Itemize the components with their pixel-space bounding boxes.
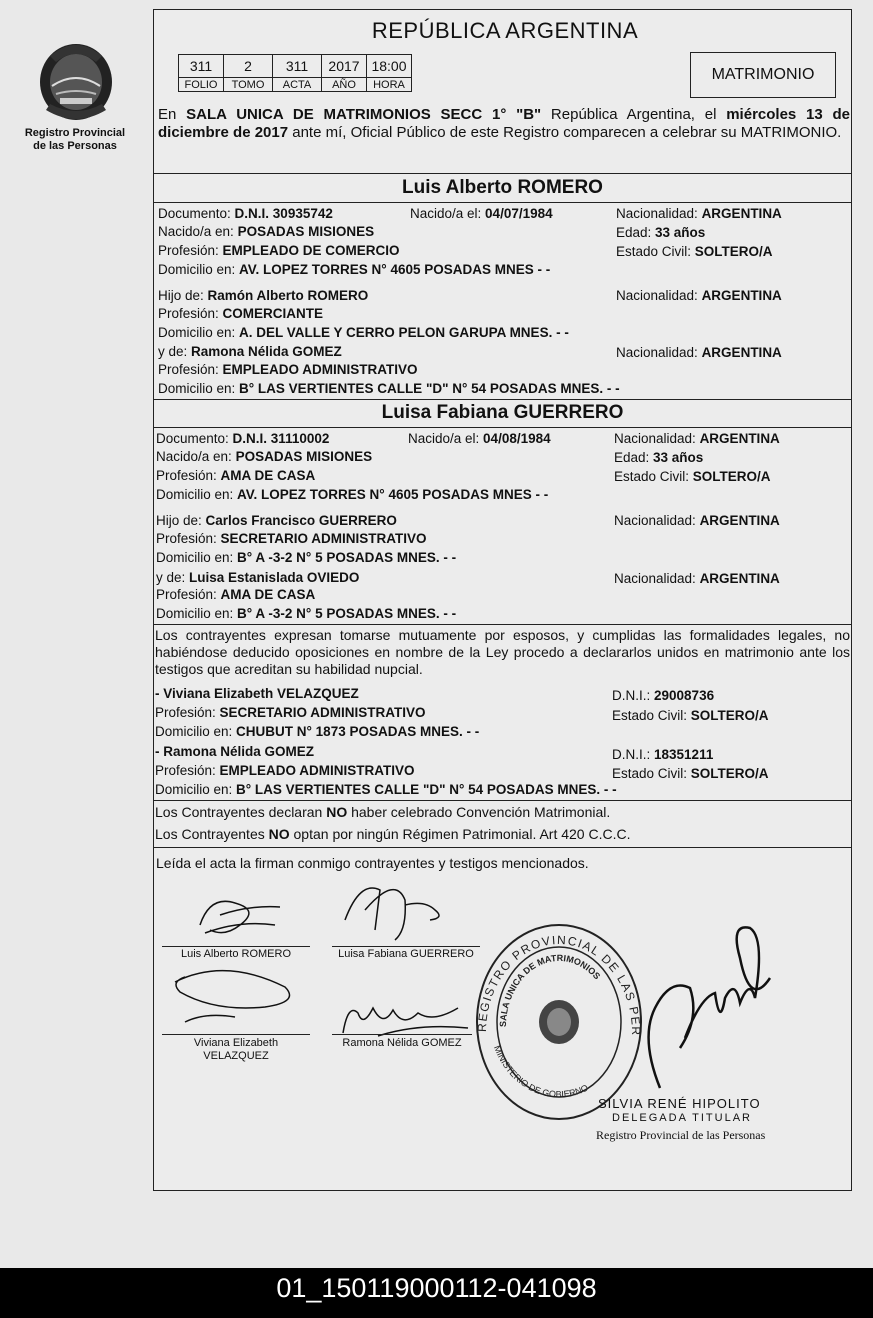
- text: NO: [268, 826, 290, 842]
- intro-text: ante mí, Oficial Público de este Registro comparecen a celebrar su MATRIMONIO.: [288, 124, 842, 141]
- label: Estado Civil:: [612, 766, 691, 781]
- ceremony-place: SALA UNICA DE MATRIMONIOS SECC 1° "B": [186, 106, 542, 123]
- document-code-bar: 01_150119000112-041098: [0, 1268, 873, 1318]
- value: B° LAS VERTIENTES CALLE "D" N° 54 POSADAS MNES. - -: [239, 381, 620, 396]
- c1-documento: [158, 205, 333, 223]
- intro-paragraph: [158, 106, 850, 142]
- value: SECRETARIO ADMINISTRATIVO: [219, 705, 426, 720]
- divider: [153, 202, 852, 203]
- value: AMA DE CASA: [220, 468, 316, 483]
- officer-name: SILVIA RENÉ HIPOLITO: [598, 1096, 761, 1111]
- divider: [153, 847, 852, 848]
- value: 18351211: [654, 747, 714, 762]
- officer-signature: [600, 918, 780, 1098]
- divider: [153, 427, 852, 428]
- folio-value: 311: [179, 55, 224, 78]
- value: B° LAS VERTIENTES CALLE "D" N° 54 POSADAS MNES. - -: [236, 782, 617, 797]
- label: Domicilio en:: [155, 782, 237, 797]
- c2-padre: [156, 512, 397, 530]
- value: D.N.I. 31110002: [232, 431, 330, 446]
- value: SOLTERO/A: [690, 708, 769, 723]
- value: EMPLEADO ADMINISTRATIVO: [219, 763, 415, 778]
- c2-madre-domicilio: [156, 605, 456, 623]
- testigo1-domicilio: [155, 723, 479, 741]
- label: Nacionalidad:: [614, 431, 700, 446]
- label: Estado Civil:: [616, 244, 695, 259]
- c1-profesion: [158, 242, 400, 260]
- label: Profesión:: [158, 362, 223, 377]
- c2-domicilio: [156, 486, 548, 504]
- c2-madre-nacionalidad: [614, 570, 780, 588]
- value: B° A -3-2 N° 5 POSADAS MNES. - -: [237, 606, 457, 621]
- label: Domicilio en:: [156, 606, 238, 621]
- label: Nacionalidad:: [614, 513, 700, 528]
- value: SOLTERO/A: [694, 244, 773, 259]
- c1-domicilio: [158, 261, 550, 279]
- signature-label-romero: Luis Alberto ROMERO: [180, 948, 292, 960]
- c1-padre-profesion: [158, 305, 323, 323]
- declaration-text: Los contrayentes expresan tomarse mutuamente por esposos, y cumplidas las formalidades legales, no habiéndose deducido oposiciones en nombre de la Ley procedo a declararlos unidos en matrimonio ante los testigos que acreditan su habilidad nupcial.: [155, 627, 850, 677]
- record-table: [178, 54, 412, 92]
- tomo-value: 2: [224, 55, 273, 78]
- value: ARGENTINA: [699, 431, 780, 446]
- c1-nacionalidad: [616, 205, 782, 223]
- value: - Viviana Elizabeth VELAZQUEZ: [155, 686, 359, 701]
- doc-type-box: MATRIMONIO: [690, 52, 836, 98]
- sig-label-line: Viviana Elizabeth: [193, 1037, 279, 1049]
- value: A. DEL VALLE Y CERRO PELON GARUPA MNES. - -: [239, 325, 569, 340]
- label: Domicilio en:: [158, 325, 240, 340]
- anio-label: AÑO: [322, 78, 367, 92]
- label: Profesión:: [158, 306, 223, 321]
- stamp-inner-text: SALA UNICA DE MATRIMONIOS: [497, 952, 603, 1028]
- acta-label: ACTA: [273, 78, 322, 92]
- testigo2-dni: [612, 746, 713, 764]
- value: B° A -3-2 N° 5 POSADAS MNES. - -: [237, 550, 457, 565]
- signature-velazquez: [165, 962, 305, 1032]
- divider: [153, 399, 852, 400]
- value: 29008736: [654, 688, 715, 703]
- label: Hijo de:: [158, 288, 208, 303]
- testigo2-domicilio: [155, 781, 617, 799]
- signature-guerrero: [335, 870, 455, 950]
- ceremony-date: miércoles 13 de diciembre de 2017: [158, 106, 851, 141]
- label: Edad:: [614, 450, 654, 465]
- label: Profesión:: [155, 705, 220, 720]
- c1-madre: [158, 343, 342, 361]
- registry-line1: Registro Provincial: [24, 127, 126, 139]
- value: AV. LOPEZ TORRES N° 4605 POSADAS MNES - -: [237, 487, 549, 502]
- value: D.N.I. 30935742: [234, 206, 333, 221]
- signature-romero: [180, 885, 290, 945]
- c1-madre-profesion: [158, 361, 418, 379]
- value: SECRETARIO ADMINISTRATIVO: [220, 531, 427, 546]
- hora-value: 18:00: [367, 55, 412, 78]
- label: Profesión:: [155, 763, 220, 778]
- c1-nacido-el: [410, 205, 553, 223]
- officer-org: Registro Provincial de las Personas: [596, 1128, 766, 1142]
- label: Nacido/a en:: [156, 449, 236, 464]
- value: SOLTERO/A: [690, 766, 769, 781]
- label: Nacionalidad:: [616, 345, 702, 360]
- c2-padre-domicilio: [156, 549, 456, 567]
- acta-value: 311: [273, 55, 322, 78]
- value: Carlos Francisco GUERRERO: [205, 513, 397, 528]
- label: y de:: [156, 570, 190, 585]
- label: Profesión:: [158, 243, 223, 258]
- value: ARGENTINA: [701, 345, 782, 360]
- value: COMERCIANTE: [222, 306, 324, 321]
- value: ARGENTINA: [699, 571, 780, 586]
- text: optan por ningún Régimen Patrimonial. Art 420 C.C.C.: [289, 826, 631, 842]
- c2-nacido-en: [156, 448, 372, 466]
- testigo1-profesion: [155, 704, 426, 722]
- c2-nacido-el: [408, 430, 551, 448]
- label: Nacionalidad:: [616, 288, 702, 303]
- signature-label-velazquez: [162, 1037, 310, 1063]
- signature-label-guerrero: Luisa Fabiana GUERRERO: [338, 948, 474, 960]
- intro-text: República Argentina, el: [541, 106, 727, 123]
- label: Domicilio en:: [158, 262, 240, 277]
- value: 33 años: [655, 225, 706, 240]
- c2-padre-nacionalidad: [614, 512, 780, 530]
- c2-nacionalidad: [614, 430, 780, 448]
- value: EMPLEADO ADMINISTRATIVO: [222, 362, 418, 377]
- testigo1-name: [155, 685, 359, 703]
- signature-line: [332, 946, 480, 947]
- c2-estado-civil: [614, 468, 771, 486]
- testigo1-dni: [612, 687, 714, 705]
- label: Nacionalidad:: [614, 571, 700, 586]
- contrayente2-name: Luisa Fabiana GUERRERO: [381, 402, 624, 423]
- value: ARGENTINA: [701, 206, 782, 221]
- label: Nacionalidad:: [616, 206, 702, 221]
- label: Documento:: [156, 431, 233, 446]
- label: Domicilio en:: [156, 550, 238, 565]
- c2-madre: [156, 569, 359, 587]
- value: ARGENTINA: [701, 288, 782, 303]
- divider: [153, 800, 852, 801]
- value: EMPLEADO DE COMERCIO: [222, 243, 400, 258]
- registry-line2: de las Personas: [33, 140, 117, 152]
- regimen-text: [155, 825, 630, 843]
- value: AMA DE CASA: [220, 587, 316, 602]
- label: D.N.I.:: [612, 688, 655, 703]
- value: 33 años: [653, 450, 704, 465]
- page-title: REPÚBLICA ARGENTINA: [371, 18, 639, 43]
- c2-madre-profesion: [156, 586, 315, 604]
- anio-value: 2017: [322, 55, 367, 78]
- provincial-logo: [30, 30, 122, 130]
- convencion-text: [155, 803, 610, 821]
- value: 04/08/1984: [483, 431, 551, 446]
- value: CHUBUT N° 1873 POSADAS MNES. - -: [236, 724, 480, 739]
- c2-profesion: [156, 467, 315, 485]
- text: Los Contrayentes: [155, 826, 269, 842]
- value: ARGENTINA: [699, 513, 780, 528]
- c1-padre: [158, 287, 368, 305]
- value: 04/07/1984: [485, 206, 553, 221]
- c1-edad: [616, 224, 705, 242]
- value: AV. LOPEZ TORRES N° 4605 POSADAS MNES - -: [239, 262, 551, 277]
- text: Los Contrayentes declaran: [155, 804, 327, 820]
- testigo2-estado-civil: [612, 765, 769, 783]
- svg-text:MINISTERIO DE GOBIERNO: [492, 1044, 590, 1099]
- c1-estado-civil: [616, 243, 773, 261]
- label: Estado Civil:: [612, 708, 691, 723]
- hora-label: HORA: [367, 78, 412, 92]
- c1-madre-nacionalidad: [616, 344, 782, 362]
- label: Nacido/a en:: [158, 224, 238, 239]
- divider: [153, 173, 852, 174]
- folio-label: FOLIO: [179, 78, 224, 92]
- officer-role: DELEGADA TITULAR: [612, 1112, 752, 1124]
- label: Nacido/a el:: [410, 206, 486, 221]
- testigo1-estado-civil: [612, 707, 769, 725]
- sig-label-line: VELAZQUEZ: [203, 1050, 269, 1062]
- stamp-bottom-text: MINISTERIO DE GOBIERNO: [492, 1044, 590, 1100]
- label: Hijo de:: [156, 513, 206, 528]
- contrayente1-name: Luis Alberto ROMERO: [402, 177, 603, 198]
- label: Profesión:: [156, 468, 221, 483]
- c1-padre-nacionalidad: [616, 287, 782, 305]
- label: Documento:: [158, 206, 235, 221]
- text: NO: [326, 804, 348, 820]
- label: Domicilio en:: [156, 487, 238, 502]
- c1-padre-domicilio: [158, 324, 569, 342]
- value: SOLTERO/A: [692, 469, 771, 484]
- label: Domicilio en:: [158, 381, 240, 396]
- label: Edad:: [616, 225, 656, 240]
- c2-padre-profesion: [156, 530, 427, 548]
- c2-documento: [156, 430, 329, 448]
- tomo-label: TOMO: [224, 78, 273, 92]
- signature-line: [162, 1034, 310, 1035]
- label: Estado Civil:: [614, 469, 693, 484]
- signature-line: [162, 946, 310, 947]
- testigo2-name: [155, 743, 314, 761]
- value: Ramona Nélida GOMEZ: [191, 344, 342, 359]
- label: Profesión:: [156, 587, 221, 602]
- divider: [153, 624, 852, 625]
- label: D.N.I.:: [612, 747, 655, 762]
- value: POSADAS MISIONES: [235, 449, 373, 464]
- value: Ramón Alberto ROMERO: [207, 288, 369, 303]
- c1-madre-domicilio: [158, 380, 620, 398]
- value: POSADAS MISIONES: [237, 224, 375, 239]
- label: Nacido/a el:: [408, 431, 484, 446]
- intro-text: En: [158, 106, 187, 123]
- signature-line: [332, 1034, 472, 1035]
- value: Luisa Estanislada OVIEDO: [189, 570, 360, 585]
- registry-name: [20, 127, 130, 153]
- c2-edad: [614, 449, 703, 467]
- c1-nacido-en: [158, 223, 374, 241]
- stamp-outer-text: REGISTRO PROVINCIAL DE LAS PER: [474, 932, 644, 1037]
- misiones-coat-of-arms-icon: [30, 30, 122, 125]
- text: haber celebrado Convención Matrimonial.: [347, 804, 611, 820]
- label: y de:: [158, 344, 192, 359]
- signature-label-gomez: Ramona Nélida GOMEZ: [342, 1037, 462, 1049]
- label: Domicilio en:: [155, 724, 237, 739]
- testigo2-profesion: [155, 762, 415, 780]
- label: Profesión:: [156, 531, 221, 546]
- value: - Ramona Nélida GOMEZ: [155, 744, 315, 759]
- closing-text: Leída el acta la firman conmigo contrayentes y testigos mencionados.: [156, 855, 589, 871]
